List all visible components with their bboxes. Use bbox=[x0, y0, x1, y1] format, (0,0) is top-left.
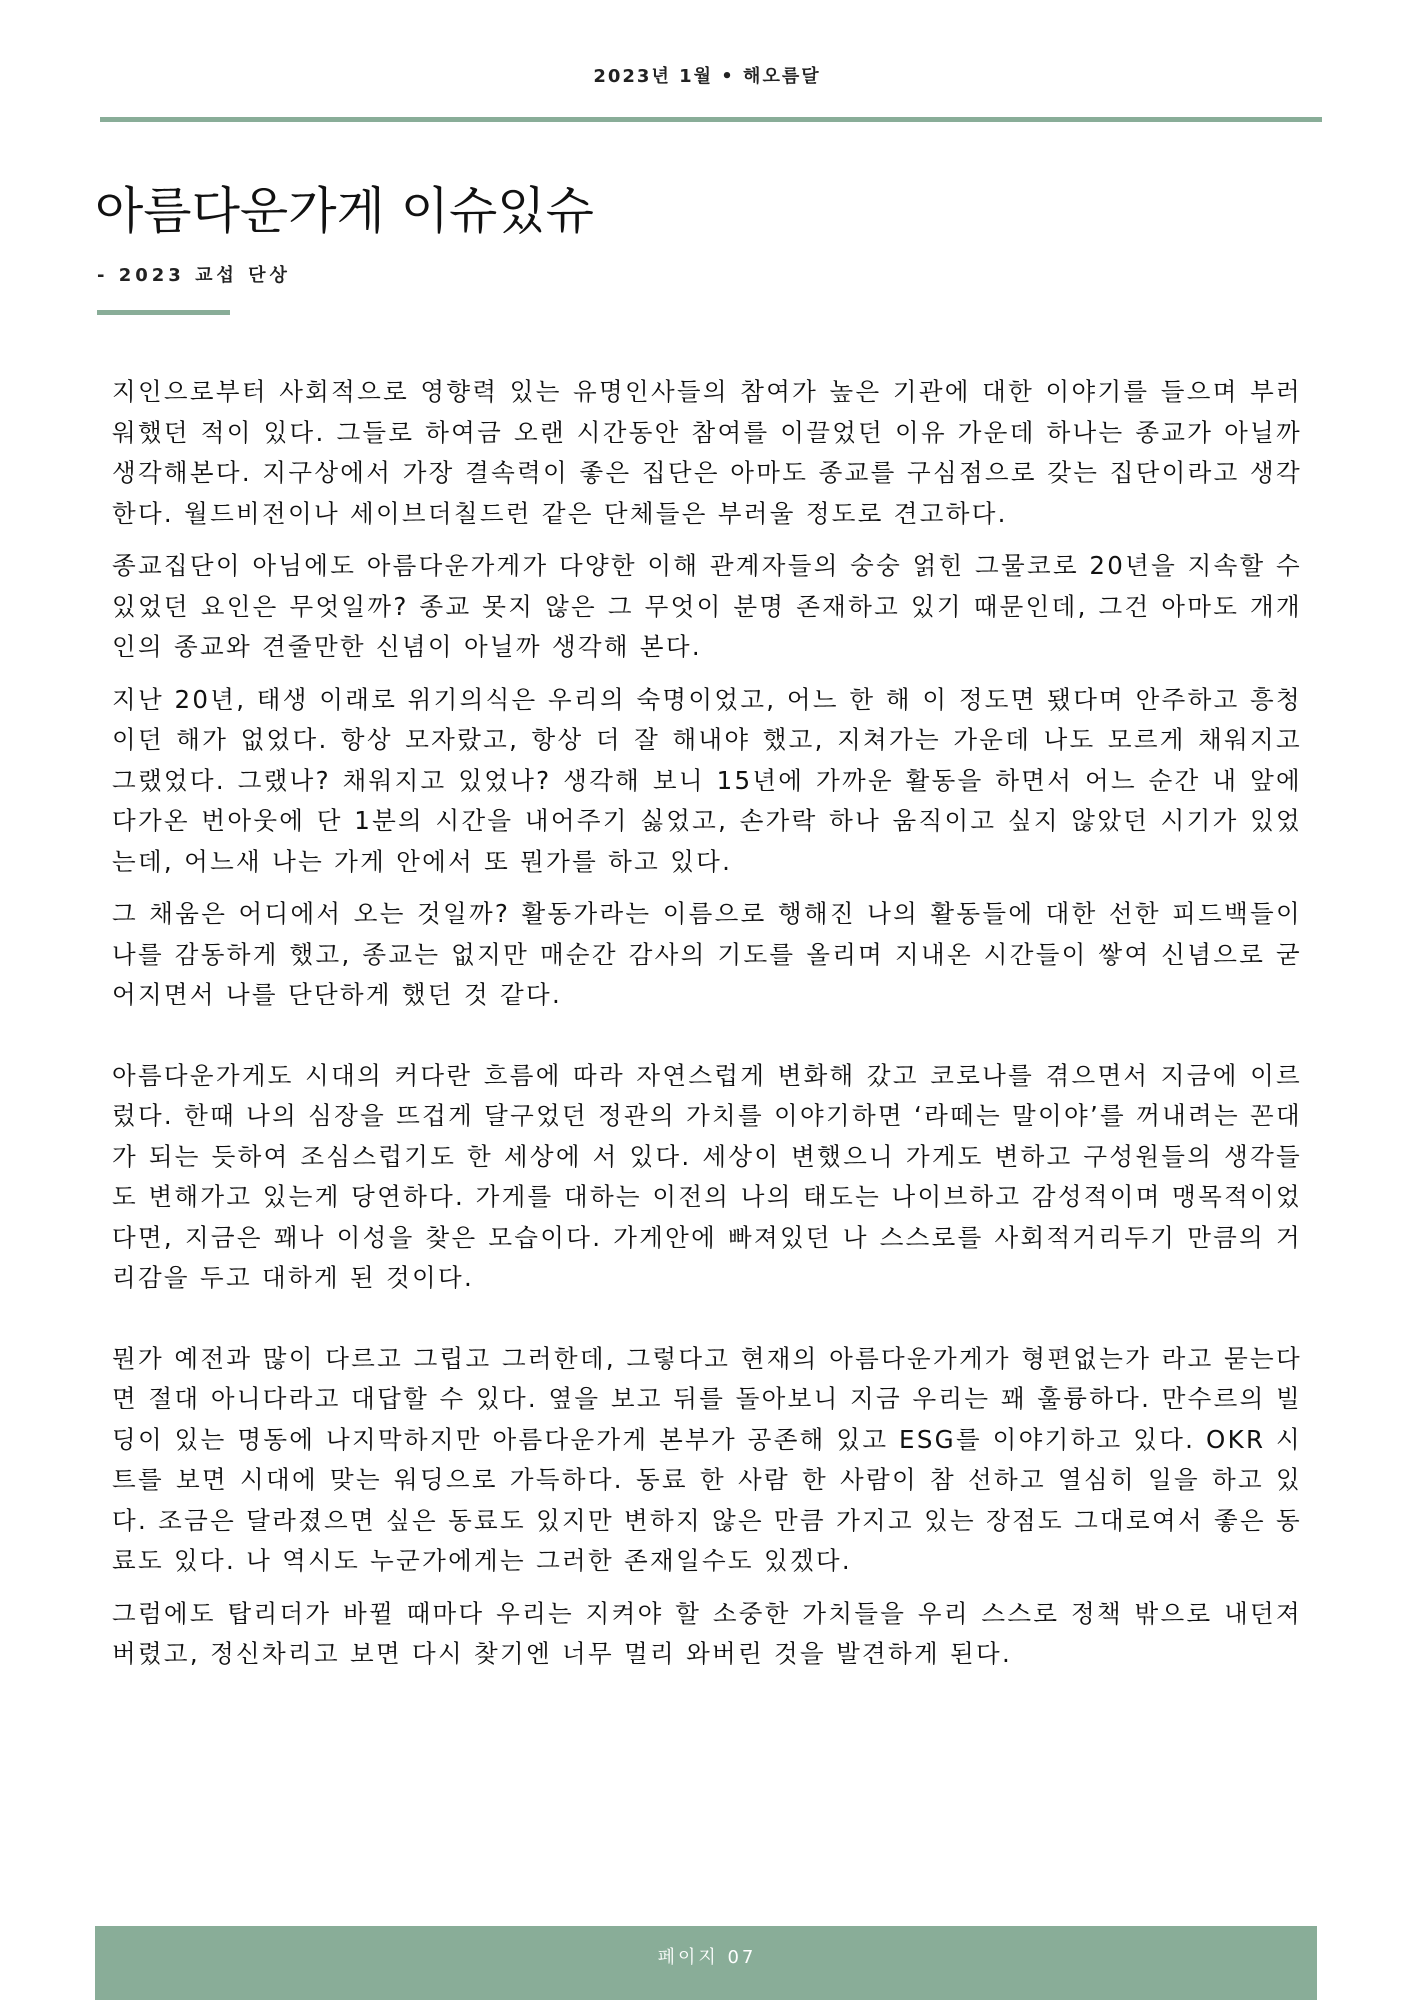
paragraph-5: 아름다운가게도 시대의 커다란 흐름에 따라 자연스럽게 변화해 갔고 코로나를 겪으면서 지금에 이르렀다. 한때 나의 심장을 뜨겁게 달구었던 정관의 가치를 이야기하면 ‘라떼는 말이야’를 꺼내려는 꼰대가 되는 듯하여 조심스럽기도 한 세상에 서 있다. 세상이 변했으니 가게도 변하고 구성원들의 생각들도 변해가고 있는게 당연하다. 가게를 대하는 이전의 나의 태도는 나이브하고 감성적이며 맹목적이었다면, 지금은 꽤나 이성을 찾은 모습이다. 가게안에 빠져있던 나 스스로를 사회적거리두기 만큼의 거리감을 두고 대하게 된 것이다. bbox=[112, 1060, 1302, 1292]
paragraph-2: 종교집단이 아님에도 아름다운가게가 다양한 이해 관계자들의 숭숭 얽힌 그물코로 20년을 지속할 수 있었던 요인은 무엇일까? 종교 못지 않은 그 무엇이 분명 존재하고 있기 때문인데, 그건 아마도 개개인의 종교와 견줄만한 신념이 아닐까 생각해 본다. bbox=[112, 551, 1302, 661]
paragraph-3: 지난 20년, 태생 이래로 위기의식은 우리의 숙명이었고, 어느 한 해 이 정도면 됐다며 안주하고 흥청이던 해가 없었다. 항상 모자랐고, 항상 더 잘 해내야 했고, 지쳐가는 가운데 나도 모르게 채워지고 그랬었다. 그랬나? 채워지고 있었나? 생각해 보니 15년에 가까운 활동을 하면서 어느 순간 내 앞에 다가온 번아웃에 단 1분의 시간을 내어주기 싫었고, 손가락 하나 움직이고 싶지 않았던 시기가 있었는데, 어느새 나는 가게 안에서 또 뭔가를 하고 있다. bbox=[112, 684, 1302, 876]
page-number: 페이지 07 bbox=[657, 1947, 757, 1968]
article-title: 아름다운가게 이슈있슈 bbox=[95, 182, 594, 240]
paragraph-4: 그 채움은 어디에서 오는 것일까? 활동가라는 이름으로 행해진 나의 활동들에 대한 선한 피드백들이 나를 감동하게 했고, 종교는 없지만 매순간 감사의 기도를 올리며 지내온 시간들이 쌓여 신념으로 굳어지면서 나를 단단하게 했던 것 같다. bbox=[112, 899, 1302, 1009]
issue-date-label: 2023년 1월 • 해오름달 bbox=[593, 66, 821, 87]
title-underline bbox=[97, 310, 230, 315]
header-divider bbox=[100, 117, 1322, 122]
paragraph-7: 그럼에도 탑리더가 바뀔 때마다 우리는 지켜야 할 소중한 가치들을 우리 스스로 정책 밖으로 내던져 버렸고, 정신차리고 보면 다시 찾기엔 너무 멀리 와버린 것을 발견하게 된다. bbox=[112, 1598, 1302, 1668]
article-subtitle: - 2023 교섭 단상 bbox=[97, 265, 291, 286]
article-body bbox=[112, 372, 1302, 1687]
paragraph-6: 뭔가 예전과 많이 다르고 그립고 그러한데, 그렇다고 현재의 아름다운가게가 형편없는가 라고 묻는다면 절대 아니다라고 대답할 수 있다. 옆을 보고 뒤를 돌아보니 지금 우리는 꽤 훌륭하다. 만수르의 빌딩이 있는 명동에 나지막하지만 아름다운가게 본부가 공존해 있고 ESG를 이야기하고 있다. OKR 시트를 보면 시대에 맞는 워딩으로 가득하다. 동료 한 사람 한 사람이 참 선하고 열심히 일을 하고 있다. 조금은 달라졌으면 싶은 동료도 있지만 변하지 않은 만큼 가지고 있는 장점도 그대로여서 좋은 동료도 있다. 나 역시도 누군가에게는 그러한 존재일수도 있겠다. bbox=[112, 1343, 1302, 1575]
paragraph-1: 지인으로부터 사회적으로 영향력 있는 유명인사들의 참여가 높은 기관에 대한 이야기를 들으며 부러워했던 적이 있다. 그들로 하여금 오랜 시간동안 참여를 이끌었던 이유 가운데 하나는 종교가 아닐까 생각해본다. 지구상에서 가장 결속력이 좋은 집단은 아마도 종교를 구심점으로 갖는 집단이라고 생각한다. 월드비전이나 세이브더칠드런 같은 단체들은 부러울 정도로 견고하다. bbox=[112, 377, 1302, 528]
